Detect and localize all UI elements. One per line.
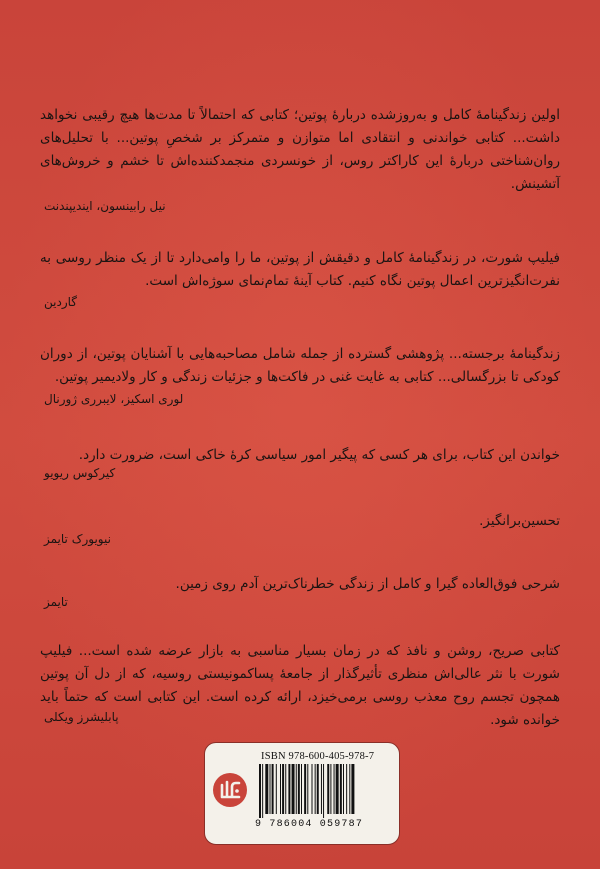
publisher-logo-icon	[213, 773, 247, 807]
blurb-4: خواندن این کتاب، برای هر کسی که پیگیر امور سیاسی کرهٔ خاکی است، ضرورت دارد.	[78, 447, 560, 463]
barcode-label	[204, 742, 400, 845]
barcode-digits: 9 786004 059787	[255, 819, 364, 830]
blurb-4-source: کیرکوس ریویو	[44, 466, 116, 480]
blurb-2-source: گاردین	[44, 295, 77, 309]
blurb-2: فیلیپ شورت، در زندگینامهٔ کامل و دقیقش از پوتین، ما را وامی‌دارد تا از یک منظر روسی به نفرت‌انگیزترین اعمال پوتین نگاه کنیم. کتاب آینهٔ تمام‌نمای سوژه‌اش است.	[40, 250, 560, 289]
blurb-7: کتابی صریح، روشن و نافذ که در زمان بسیار مناسبی به بازار عرضه شده است... فیلیپ شورت با نثر عالی‌اش منظری تأثیرگذار از جامعهٔ پساکمونیستی روسیه، که از دل آن پوتین همچون تجسم روح معذب روسی برمی‌خیزد، ارائه کرده است. این کتابی است که حتماً باید خوانده شود.	[40, 643, 560, 728]
blurb-3-source: لوری اسکیز، لایبرری ژورنال	[44, 392, 184, 406]
blurb-1: اولین زندگینامهٔ کامل و به‌روزشده دربارهٔ پوتین؛ کتابی که احتمالاً تا مدت‌ها هیچ رقیبی نخواهد داشت... کتابی خواندنی و انتقادی اما متوازن و متمرکز بر شخصِ پوتین... با تحلیل‌های روان‌شناختی دربارهٔ این کاراکتر روس، از خونسردی منجمدکننده‌اش تا خشم و خروش‌های آتشینش.	[40, 107, 560, 192]
blurb-5-source: نیویورک تایمز	[44, 532, 111, 546]
blurb-5: تحسین‌برانگیز.	[479, 513, 560, 529]
blurb-7-source: پابلیشرز ویکلی	[44, 710, 119, 724]
blurb-6-source: تایمز	[44, 595, 68, 609]
blurb-1-source: نیل رابینسون، ایندیپندنت	[44, 199, 166, 213]
barcode-icon	[259, 764, 389, 818]
isbn-text: ISBN 978-600-405-978-7	[261, 751, 375, 762]
blurb-3: زندگینامهٔ برجسته... پژوهشی گسترده از جمله شامل مصاحبه‌هایی با آشنایان پوتین، از دوران کودکی تا بزرگسالی... کتابی به غایت غنی در فاکت‌ها و جزئیات زندگی و کار ولادیمیر پوتین.	[40, 346, 560, 385]
blurb-6: شرحی فوق‌العاده گیرا و کامل از زندگی خطرناک‌ترین آدم روی زمین.	[175, 576, 560, 592]
